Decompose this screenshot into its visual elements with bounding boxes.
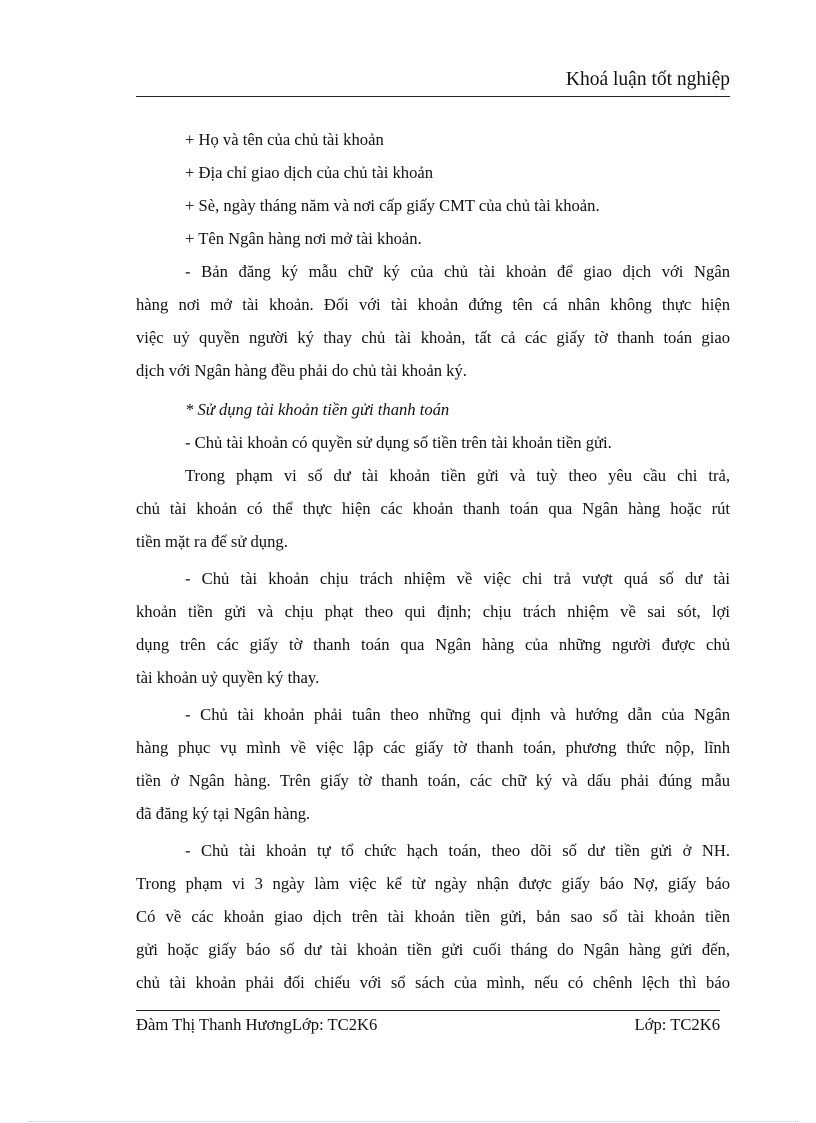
text-line: gửi hoặc giấy báo số dư tài khoản tiền gửi cuối tháng do Ngân hàng gửi đến, (136, 940, 730, 959)
text-line: tài khoản uỷ quyền ký thay. (136, 668, 320, 687)
text-line: chủ tài khoản phải đối chiếu với sổ sách của mình, nếu có chênh lệch thì báo (136, 973, 730, 992)
text-line: dịch với Ngân hàng đều phải do chủ tài khoản ký. (136, 361, 467, 380)
text-line: - Chủ tài khoản có quyền sử dụng số tiền trên tài khoản tiền gửi. (185, 433, 612, 452)
text-line: hàng nơi mở tài khoản. Đối với tài khoản đứng tên cá nhân không thực hiện (136, 295, 730, 314)
text-line: - Chủ tài khoản tự tổ chức hạch toán, theo dõi số dư tiền gửi ở NH. (185, 841, 730, 860)
text-line: việc uỷ quyền người ký thay chủ tài khoản, tất cả các giấy tờ thanh toán giao (136, 328, 730, 347)
text-line: dụng trên các giấy tờ thanh toán qua Ngân hàng của những người được chủ (136, 635, 730, 654)
header-title: Khoá luận tốt nghiệp (565, 69, 730, 90)
text-line: + Địa chỉ giao dịch của chủ tài khoản (185, 163, 434, 182)
text-line: đã đăng ký tại Ngân hàng. (136, 804, 311, 823)
text-line: khoản tiền gửi và chịu phạt theo qui định; chịu trách nhiệm về sai sót, lợi (136, 602, 730, 621)
text-line: Có về các khoản giao dịch trên tài khoản tiền gửi, bản sao sổ tài khoản tiền (136, 907, 730, 926)
text-line: Trong phạm vi số dư tài khoản tiền gửi và tuỳ theo yêu cầu chi trả, (185, 466, 730, 485)
text-line: tiền mặt ra để sử dụng. (136, 532, 288, 551)
page-footer (136, 1010, 720, 1034)
page-bottom-divider (28, 1121, 798, 1122)
document-body (136, 123, 730, 999)
text-line: + Tên Ngân hàng nơi mở tài khoản. (185, 229, 422, 248)
section-heading: * Sử dụng tài khoản tiền gửi thanh toán (185, 400, 450, 419)
footer-author: Đàm Thị Thanh HươngLớp: TC2K6 (136, 1015, 378, 1034)
text-line: - Bản đăng ký mẫu chữ ký của chủ tài khoản để giao dịch với Ngân (185, 262, 730, 281)
text-line: Trong phạm vi 3 ngày làm việc kể từ ngày nhận được giấy báo Nợ, giấy báo (136, 874, 730, 893)
text-line: tiền ở Ngân hàng. Trên giấy tờ thanh toán, các chữ ký và dấu phải đúng mẫu (136, 771, 730, 790)
text-line: + Họ và tên của chủ tài khoản (185, 130, 384, 149)
text-line: + Sè, ngày tháng năm và nơi cấp giấy CMT của chủ tài khoản. (185, 196, 600, 215)
text-line: hàng phục vụ mình về việc lập các giấy tờ thanh toán, phương thức nộp, lĩnh (136, 738, 730, 757)
footer-class: Lớp: TC2K6 (634, 1015, 720, 1034)
text-line: chủ tài khoản có thể thực hiện các khoản thanh toán qua Ngân hàng hoặc rút (136, 499, 730, 518)
text-line: - Chủ tài khoản chịu trách nhiệm về việc chi trả vượt quá số dư tài (185, 569, 730, 588)
text-line: - Chủ tài khoản phải tuân theo những qui định và hướng dẫn của Ngân (185, 705, 730, 724)
page-header (136, 66, 730, 97)
